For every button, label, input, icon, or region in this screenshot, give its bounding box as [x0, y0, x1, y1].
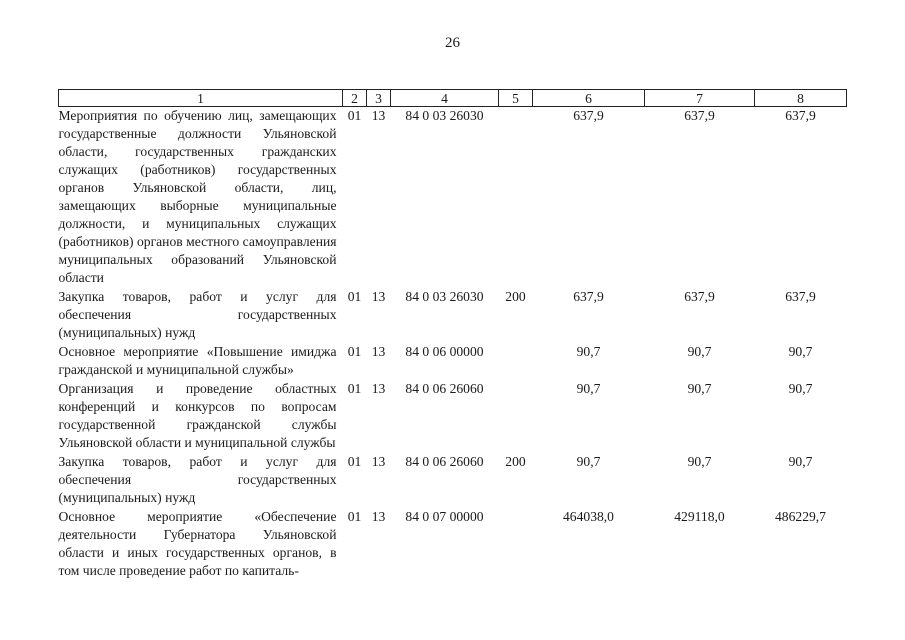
table-header — [59, 90, 847, 107]
row-value-col6: 637,9 — [573, 108, 604, 123]
row-value-col8: 637,9 — [785, 108, 816, 123]
row-expense-type: 200 — [505, 289, 526, 304]
table-row — [59, 508, 847, 581]
row-description: Закупка товаров, работ и услуг для обеспечения государственных (муниципальных) нужд — [58, 454, 337, 505]
row-subsection: 13 — [371, 509, 386, 524]
row-value-col8: 90,7 — [788, 344, 813, 359]
row-value-col6: 464038,0 — [563, 509, 614, 524]
budget-table — [58, 89, 847, 581]
table-row — [59, 453, 847, 508]
row-subsection: 13 — [371, 381, 386, 396]
table-row — [59, 107, 847, 289]
row-expense-type: 200 — [505, 454, 526, 469]
row-target-code: 84 0 06 00000 — [405, 344, 484, 359]
row-expense-type — [499, 508, 533, 581]
row-section: 01 — [347, 509, 362, 524]
row-target-code: 84 0 06 26060 — [405, 454, 484, 469]
page-number: 26 — [445, 35, 460, 51]
header-col-1: 1 — [59, 90, 343, 107]
row-target-code: 84 0 06 26060 — [405, 381, 484, 396]
header-col-6: 6 — [533, 90, 645, 107]
row-section: 01 — [347, 344, 362, 359]
row-value-col6: 90,7 — [576, 454, 601, 469]
table-row — [59, 288, 847, 343]
row-section: 01 — [347, 381, 362, 396]
header-col-4: 4 — [391, 90, 499, 107]
row-subsection: 13 — [371, 289, 386, 304]
row-description: Мероприятия по обучению лиц, замещающих государственные должности Ульяновской области, государственных гражданских служащих (работников) государственных органов Ульяновской области, лиц, замещающих выборные муниципальные должности, и муниципальных служащих (работников) органов местного самоуправления муниципальных образований Ульяновской области — [58, 108, 337, 285]
row-description: Организация и проведение областных конференций и конкурсов по вопросам государственной гражданской службы Ульяновской области и муниципальной службы — [58, 381, 337, 450]
row-section: 01 — [347, 289, 362, 304]
row-subsection: 13 — [371, 108, 386, 123]
row-section: 01 — [347, 108, 362, 123]
row-subsection: 13 — [371, 454, 386, 469]
row-value-col8: 90,7 — [788, 454, 813, 469]
table-row — [59, 343, 847, 380]
row-target-code: 84 0 07 00000 — [405, 509, 484, 524]
row-value-col6: 637,9 — [573, 289, 604, 304]
header-row — [59, 90, 847, 107]
row-value-col7: 637,9 — [684, 108, 715, 123]
table-row — [59, 380, 847, 453]
row-description: Основное мероприятие «Повышение имиджа гражданской и муниципальной службы» — [58, 344, 337, 377]
row-expense-type — [499, 380, 533, 453]
row-expense-type — [499, 343, 533, 380]
row-value-col7: 90,7 — [687, 454, 712, 469]
row-target-code: 84 0 03 26030 — [405, 289, 484, 304]
row-description: Закупка товаров, работ и услуг для обеспечения государственных (муниципальных) нужд — [58, 289, 337, 340]
row-value-col7: 429118,0 — [674, 509, 725, 524]
row-value-col8: 90,7 — [788, 381, 813, 396]
row-section: 01 — [347, 454, 362, 469]
row-description: Основное мероприятие «Обеспечение деятельности Губернатора Ульяновской области и иных государственных органов, в том числе проведение работ по капиталь- — [58, 509, 337, 578]
row-value-col8: 637,9 — [785, 289, 816, 304]
row-value-col7: 90,7 — [687, 344, 712, 359]
header-col-7: 7 — [645, 90, 755, 107]
row-subsection: 13 — [371, 344, 386, 359]
header-col-3: 3 — [367, 90, 391, 107]
row-value-col7: 637,9 — [684, 289, 715, 304]
row-value-col7: 90,7 — [687, 381, 712, 396]
table-body — [59, 107, 847, 582]
row-expense-type — [499, 107, 533, 289]
row-target-code: 84 0 03 26030 — [405, 108, 484, 123]
header-col-2: 2 — [343, 90, 367, 107]
header-col-5: 5 — [499, 90, 533, 107]
row-value-col8: 486229,7 — [775, 509, 826, 524]
row-value-col6: 90,7 — [576, 344, 601, 359]
header-col-8: 8 — [755, 90, 847, 107]
row-value-col6: 90,7 — [576, 381, 601, 396]
